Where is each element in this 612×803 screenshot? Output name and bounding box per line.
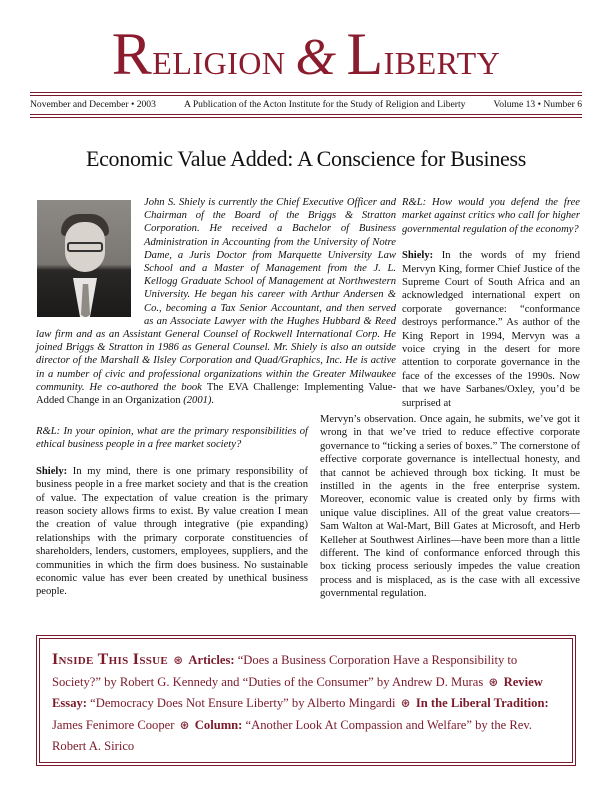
inside-this-issue-box bbox=[36, 635, 576, 766]
interview-column-right-continued bbox=[320, 413, 580, 601]
interview-column-right bbox=[402, 196, 580, 410]
masthead-word-religion: eligion bbox=[152, 33, 286, 84]
question-2: R&L: How would you defend the free market against critics who call for higher governmental regulation of the economy? bbox=[402, 197, 580, 235]
inside-this-issue-content bbox=[39, 638, 573, 763]
toc-label-liberal-tradition: In the Liberal Tradition: bbox=[415, 696, 549, 710]
interview-column-left bbox=[36, 425, 308, 599]
issue-date: November and December • 2003 bbox=[30, 99, 156, 110]
answer-1 bbox=[36, 465, 308, 599]
bio-text: John S. Shiely is currently the Chief Executive Officer and Chairman of the Board of the Briggs & Stratton Corporation. He received a Bachelor of Business Administration in Accounting from the University of Notre Dame, a Juris Doctor from Marquette University Law School and a Master of Management from the J. L. Kellogg Graduate School of Management at Northwestern University. He began his career with Arthur Andersen & Co., becoming a Tax Senior Accountant, and then served as an Associate Lawyer with the Hughes Hubbard & Reed law firm and as an Assistant General Counsel of Rockwell International Corp. He joined Briggs & Stratton in 1986 as General Counsel. Mr. Shiely is also an outside director of the Marshall & Ilsley Corporation and Quad/Graphics, Inc. He is active in a number of civic and professional organizations within the Greater Milwaukee community. He co-authored the book bbox=[36, 197, 396, 393]
toc-label-articles: Articles: bbox=[188, 653, 235, 667]
answer-2 bbox=[402, 249, 580, 410]
author-bio bbox=[36, 196, 396, 407]
question-1: R&L: In your opinion, what are the primary responsibilities of ethical business people in a free market society? bbox=[36, 426, 308, 451]
masthead-initial-l: L bbox=[346, 21, 384, 87]
answer-1-speaker: Shiely: bbox=[36, 465, 68, 477]
answer-2-speaker: Shiely: bbox=[402, 250, 434, 262]
toc-item-column[interactable]: “Another Look At Compassion and Welfare” by the Rev. Robert A. Sirico bbox=[52, 717, 533, 753]
masthead-ampersand: & bbox=[295, 29, 337, 86]
inside-this-issue-title: Inside This Issue bbox=[52, 651, 169, 668]
book-year: (2001). bbox=[180, 395, 215, 407]
volume-number: Volume 13 • Number 6 bbox=[493, 99, 582, 110]
answer-2-text-part2: Mervyn’s observation. Once again, he submits, we’ve got it wrong in that we’ve tried to reduce effective corporate governance to “ticking a series of boxes.” The cornerstone of effective corporate governance is intellectual honesty, and that cannot be achieved through box ticking. It must be instilled in the agents in the free enterprise system. Moreover, economic value is created only by firms with unique value disciplines. All of the great value creators—Sam Walton at Wal-Mart, Bill Gates at Microsoft, and Herb Kelleher at Southwest Airlines—have been more than a little different. The kind of conformance enforced through this box ticking process seriously impedes the value creation process and is misplaced, as is the case with all excessive governmental regulation. bbox=[320, 414, 580, 600]
toc-item-articles[interactable]: “Does a Business Corporation Have a Responsibility to Society?” by Robert G. Kennedy and “Duties of the Consumer” by Andrew D. Muras bbox=[52, 653, 518, 689]
book-title: The EVA Challenge: Implementing Value-Added Change in an Organization bbox=[36, 381, 397, 407]
article-headline: Economic Value Added: A Conscience for Business bbox=[85, 146, 527, 171]
masthead-rule-bottom-2 bbox=[30, 117, 582, 118]
publication-subline bbox=[30, 99, 582, 111]
answer-1-text: In my mind, there is one primary responsibility of business people in a free market society and that is the creation of value. The expectation of value creation is the primary reason society allows firms to exist. By value creation I mean the creation of value through integrative (pie expanding) relationships with the primary corporate constituencies of shareholders, lenders, customers, employees, suppliers, and the communities in which the firm does business. No sustainable economic value has ever been created by unethical business people. bbox=[36, 465, 308, 598]
publisher-line: A Publication of the Acton Institute for the Study of Religion and Liberty bbox=[184, 99, 466, 110]
toc-item-liberal-tradition[interactable]: James Fenimore Cooper bbox=[52, 717, 175, 732]
masthead-initial-r: R bbox=[111, 21, 153, 87]
separator-icon: ⊛ bbox=[179, 717, 190, 732]
separator-icon: ⊛ bbox=[400, 696, 411, 710]
toc-label-review-essay: Review Essay: bbox=[52, 674, 543, 710]
masthead-rule-bottom-1 bbox=[30, 114, 582, 115]
separator-icon: ⊛ bbox=[488, 674, 499, 689]
toc-label-column: Column: bbox=[194, 717, 243, 732]
toc-item-review-essay[interactable]: “Democracy Does Not Ensure Liberty” by Alberto Mingardi bbox=[87, 696, 396, 710]
photo-spacer bbox=[36, 196, 144, 316]
separator-icon: ⊛ bbox=[173, 653, 184, 667]
answer-2-text-part1: In the words of my friend Mervyn King, former Chief Justice of the Supreme Court of South Africa and an acknowledged international expert on corporate governance: “conformance destroys performance.” As author of the King Report in 1994, Mervyn was a voice crying in the desert for more attention to corporate governance in the face of the excesses of the 1990s. Now that we have Sarbanes/Oxley, you’d be surprised at bbox=[402, 250, 580, 409]
masthead-rule-top-1 bbox=[30, 92, 582, 93]
masthead-title bbox=[30, 21, 582, 89]
masthead-rule-top-2 bbox=[30, 95, 582, 96]
masthead-word-liberty: iberty bbox=[383, 33, 501, 84]
